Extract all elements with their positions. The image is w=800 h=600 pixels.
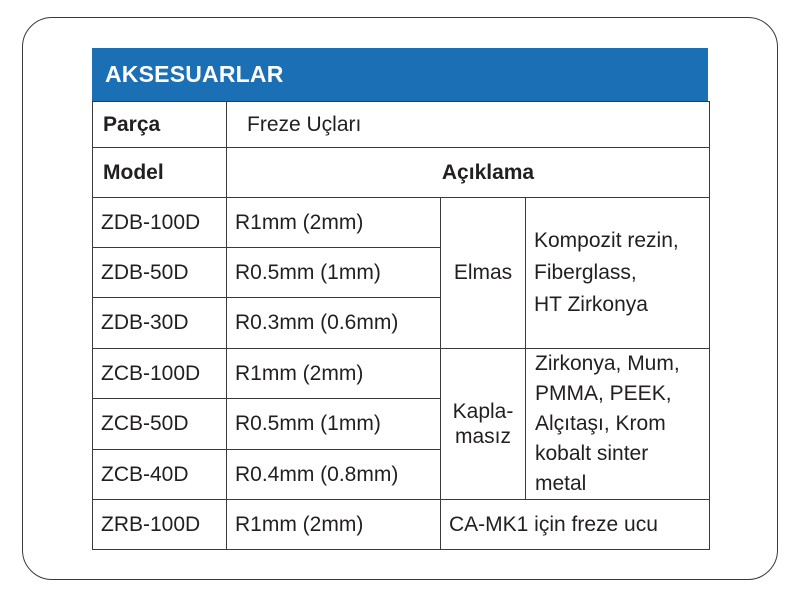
table-row: [93, 500, 710, 550]
model-cell: ZDB-30D: [93, 298, 227, 349]
model-cell: ZRB-100D: [93, 500, 227, 550]
size-cell: R1mm (2mm): [227, 198, 441, 248]
use-cell: [526, 349, 710, 500]
column-header-row: [93, 148, 710, 198]
table-row: [93, 198, 710, 248]
material-cell: [441, 349, 526, 500]
material-line: masız: [454, 425, 511, 448]
part-label: Parça: [93, 102, 227, 148]
use-line: Kompozit rezin,: [534, 229, 679, 252]
model-cell: ZDB-50D: [93, 248, 227, 298]
note-cell: CA-MK1 için freze ucu: [441, 500, 710, 550]
description-header: Açıklama: [227, 148, 710, 198]
section-title: AKSESUARLAR: [105, 61, 284, 87]
size-cell: R0.4mm (0.8mm): [227, 450, 441, 500]
use-line: Alçıtaşı, Krom: [535, 412, 666, 435]
model-cell: ZCB-100D: [93, 349, 227, 399]
part-value: Freze Uçları: [227, 102, 710, 148]
use-line: kobalt sinter: [535, 442, 649, 465]
size-cell: R0.5mm (1mm): [227, 399, 441, 450]
size-cell: R1mm (2mm): [227, 349, 441, 399]
model-cell: ZCB-50D: [93, 399, 227, 450]
use-line: Fiberglass,: [534, 261, 637, 284]
table-row: [93, 349, 710, 399]
material-line: Kapla-: [452, 400, 514, 423]
use-line: PMMA, PEEK,: [535, 382, 672, 405]
use-line: metal: [535, 472, 587, 495]
material-cell: Elmas: [441, 198, 526, 349]
section-header: [92, 48, 708, 101]
use-line: HT Zirkonya: [534, 293, 648, 316]
size-cell: R0.3mm (0.6mm): [227, 298, 441, 349]
size-cell: R1mm (2mm): [227, 500, 441, 550]
model-cell: ZDB-100D: [93, 198, 227, 248]
use-line: Zirkonya, Mum,: [535, 352, 680, 375]
accessories-table: [92, 101, 710, 550]
use-cell: [526, 198, 710, 349]
model-header: Model: [93, 148, 227, 198]
size-cell: R0.5mm (1mm): [227, 248, 441, 298]
model-cell: ZCB-40D: [93, 450, 227, 500]
part-row: [93, 102, 710, 148]
